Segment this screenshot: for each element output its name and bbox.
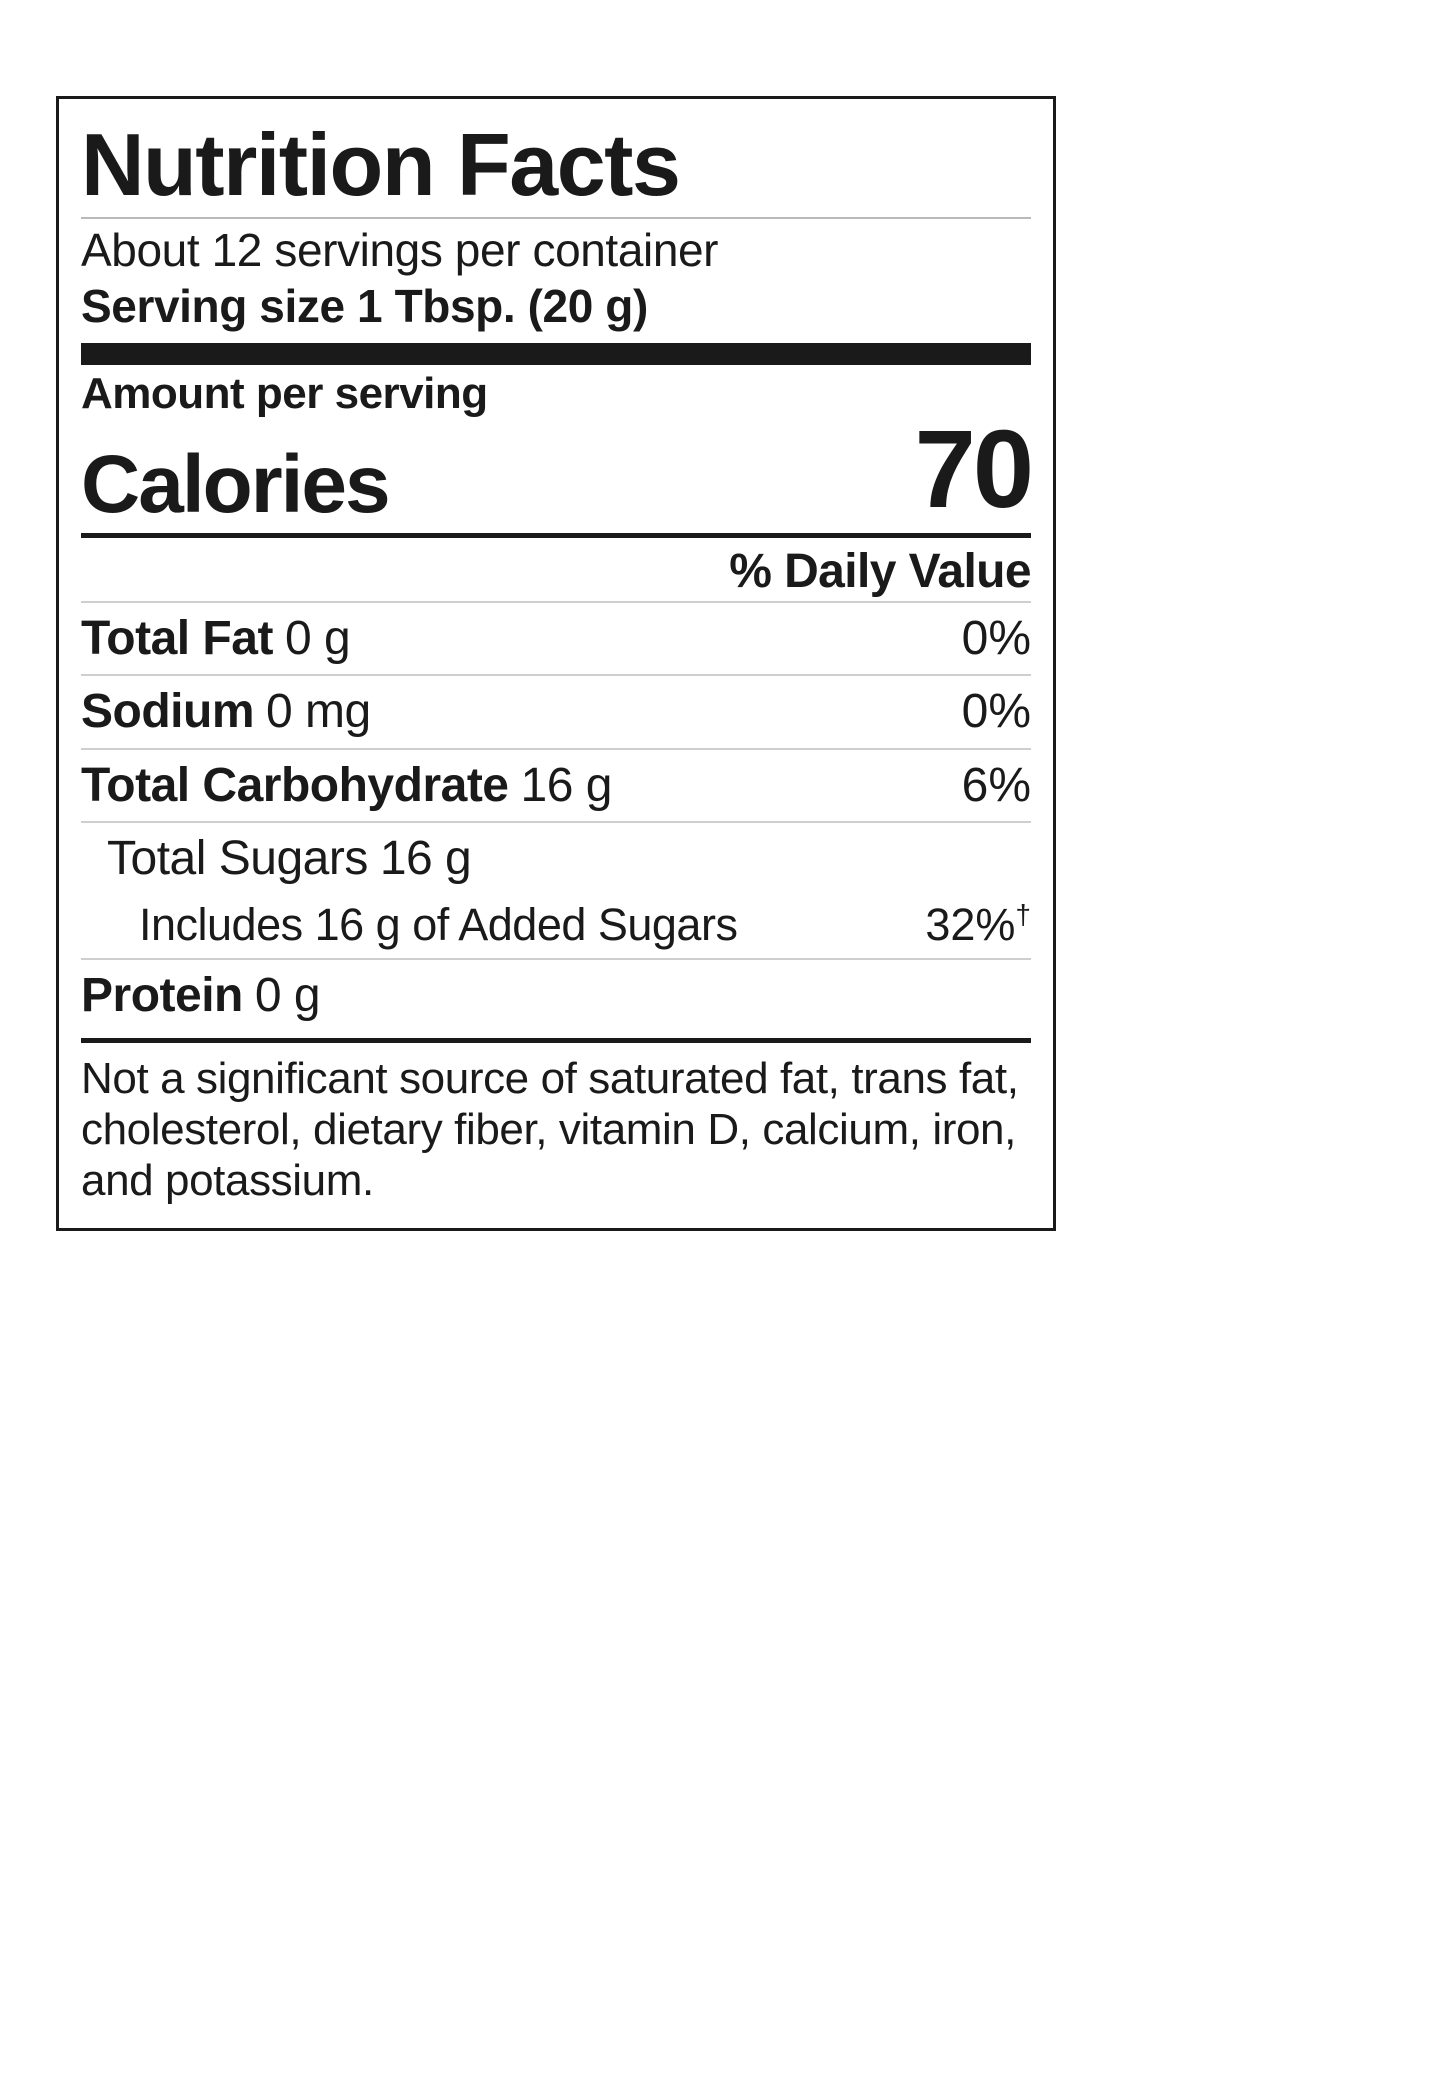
nutrient-row-total-fat [81,605,1031,672]
serving-size: Serving size 1 Tbsp. (20 g) [81,279,648,332]
divider-above-footnote [81,1038,1031,1043]
nutrient-amount: 16 g [379,832,472,886]
nutrient-dv: 6% [961,758,1031,812]
nutrient-name: Sodium 0 mg [81,685,371,739]
nutrient-row-protein [81,962,1031,1029]
nutrient-name: Protein 0 g [81,969,321,1023]
calories-value: 70 [914,408,1031,532]
divider-row-3 [81,821,1031,823]
servings-per-container: About 12 servings per container [81,223,719,276]
footnote-text: Not a significant source of saturated fat, trans fat, cholesterol, dietary fiber, vitamin D, calcium, iron, and potassium. [81,1053,1019,1205]
nutrient-name: Total Fat 0 g [81,611,351,665]
divider-below-dv-header [81,601,1031,603]
calories-label: Calories [81,439,389,531]
nutrient-name: Total Carbohydrate 16 g [81,758,612,812]
divider-row-1 [81,674,1031,676]
nutrient-dv: 0% [961,611,1031,665]
nutrition-facts-label [56,96,1056,1231]
nutrient-dv: 32%† [925,898,1031,950]
nutrient-row-total-sugars [81,825,1031,892]
label-title: Nutrition Facts [81,115,680,214]
divider-below-calories [81,533,1031,538]
divider-row-2 [81,748,1031,750]
nutrient-amount: 0 g [254,969,321,1023]
nutrient-name: Total Sugars 16 g [107,832,472,886]
nutrient-amount: 0 mg [266,685,371,739]
daily-value-header: % Daily Value [729,544,1031,598]
nutrient-row-sodium [81,678,1031,745]
calories-line [81,408,1031,532]
nutrient-dv: 0% [961,685,1031,739]
dagger-symbol: † [1015,898,1031,930]
amount-per-serving-block [81,369,1031,532]
amount-per-serving-label: Amount per serving [81,369,488,419]
nutrient-name: Includes 16 g of Added Sugars [139,898,738,950]
nutrient-row-total-carbohydrate [81,752,1031,819]
divider-row-4 [81,958,1031,960]
nutrient-amount: 0 g [284,611,351,665]
nutrient-row-added-sugars [81,893,1031,957]
divider-thick-top [81,343,1031,365]
nutrient-amount: 16 g [520,758,612,812]
divider-title [81,217,1031,219]
